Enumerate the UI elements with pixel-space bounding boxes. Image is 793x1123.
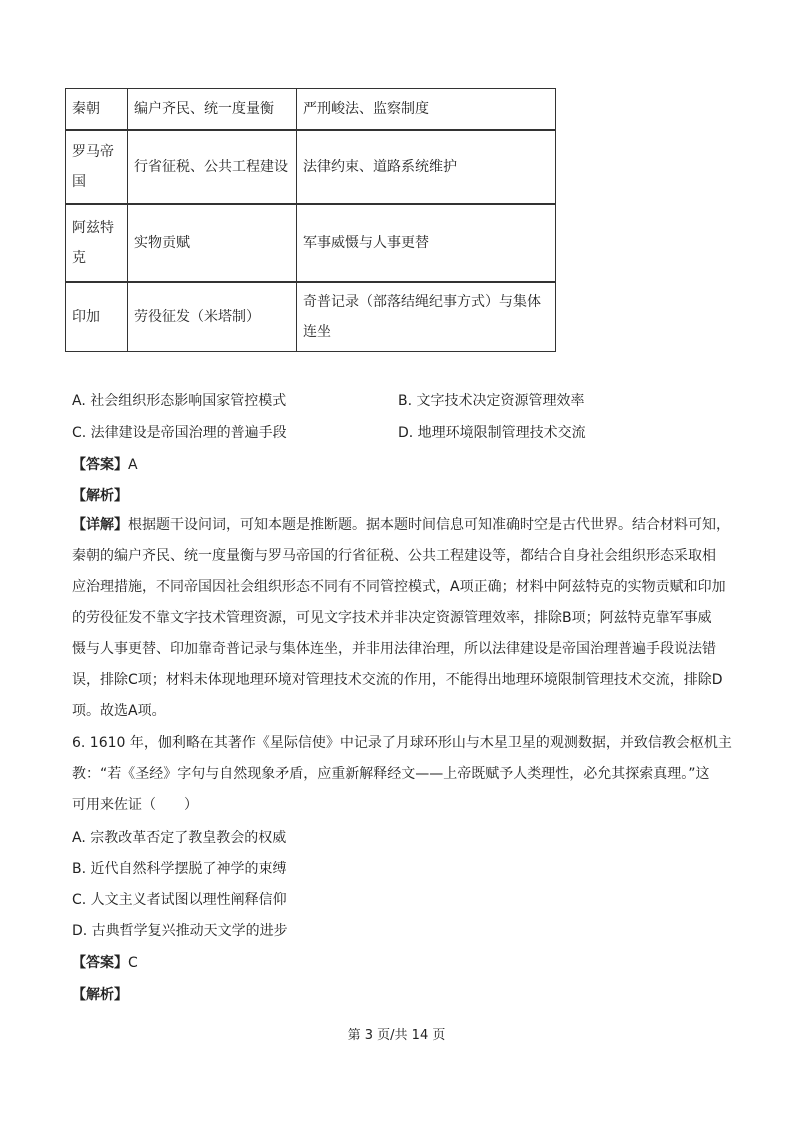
table-cell: 法律约束、道路系统维护	[297, 130, 556, 204]
answer-value: C	[128, 955, 138, 971]
table-row	[66, 89, 556, 131]
table-cell: 严刑峻法、监察制度	[297, 89, 556, 131]
answer-tag: 【答案】	[72, 457, 128, 473]
table-cell	[297, 282, 556, 352]
q5-option-a: A. 社会组织形态影响国家管控模式	[72, 393, 287, 409]
stem-line: 可用来佐证（ ）	[72, 797, 198, 813]
table-row	[66, 204, 556, 282]
detail-line	[72, 510, 730, 541]
cell-line: 奇普记录（部落结绳纪事方式）与集体	[303, 294, 541, 310]
detail-line: 项。故选A项。	[72, 703, 166, 719]
q5-detail	[72, 510, 730, 727]
cell-line: 克	[72, 250, 86, 266]
table-cell: 劳役征发（米塔制）	[128, 282, 297, 352]
q6-stem	[72, 728, 732, 821]
q6-option-a: A. 宗教改革否定了教皇教会的权威	[72, 830, 287, 846]
table-cell: 军事威慑与人事更替	[297, 204, 556, 282]
page-number: 第 3 页/共 14 页	[347, 1028, 446, 1043]
stem-line: 教：“若《圣经》字句与自然现象矛盾，应重新解释经文——上帝既赋予人类理性，必允其探索真理。”这	[72, 766, 710, 782]
q6-analysis-tag: 【解析】	[72, 987, 128, 1003]
table-cell	[66, 130, 128, 204]
q6-option-d: D. 古典哲学复兴推动天文学的进步	[72, 923, 288, 939]
cell-line: 罗马帝	[72, 144, 114, 160]
q5-option-d: D. 地理环境限制管理技术交流	[398, 425, 586, 441]
q6-option-c: C. 人文主义者试图以理性阐释信仰	[72, 892, 287, 908]
table-cell: 印加	[66, 282, 128, 352]
table-cell: 行省征税、公共工程建设	[128, 130, 297, 204]
cell-line: 国	[72, 174, 86, 190]
q6-answer	[72, 952, 138, 972]
q5-option-b: B. 文字技术决定资源管理效率	[398, 393, 585, 409]
detail-line: 慑与人事更替、印加靠奇普记录与集体连坐，并非用法律治理，所以法律建设是帝国治理普遍手段说法错	[72, 641, 716, 657]
q5-answer	[72, 454, 138, 474]
detail-tag: 【详解】	[72, 517, 128, 533]
table-cell: 实物贡赋	[128, 204, 297, 282]
cell-line: 连坐	[303, 324, 331, 340]
detail-line: 应治理措施，不同帝国因社会组织形态不同有不同管控模式，A项正确；材料中阿兹特克的实物贡赋和印加	[72, 579, 726, 595]
answer-tag: 【答案】	[72, 955, 128, 971]
q5-analysis-tag: 【解析】	[72, 488, 128, 504]
table-cell: 编户齐民、统一度量衡	[128, 89, 297, 131]
detail-text: 根据题干设问词，可知本题是推断题。据本题时间信息可知准确时空是古代世界。结合材料可知，	[128, 517, 730, 533]
detail-line: 秦朝的编户齐民、统一度量衡与罗马帝国的行省征税、公共工程建设等，都结合自身社会组织形态采取相	[72, 548, 716, 564]
table-cell	[66, 204, 128, 282]
comparison-table	[65, 88, 556, 352]
answer-value: A	[128, 457, 138, 473]
detail-line: 的劳役征发不靠文字技术管理资源，可见文字技术并非决定资源管理效率，排除B项；阿兹特克靠军事威	[72, 610, 712, 626]
stem-line: 6. 1610 年，伽利略在其著作《星际信使》中记录了月球环形山与木星卫星的观测数据，并致信教会枢机主	[72, 735, 732, 751]
cell-line: 阿兹特	[72, 220, 114, 236]
q6-option-b: B. 近代自然科学摆脱了神学的束缚	[72, 861, 287, 877]
table-cell: 秦朝	[66, 89, 128, 131]
table-row	[66, 282, 556, 352]
q5-option-c: C. 法律建设是帝国治理的普遍手段	[72, 425, 287, 441]
table-row	[66, 130, 556, 204]
detail-line: 误，排除C项；材料未体现地理环境对管理技术交流的作用，不能得出地理环境限制管理技术交流，排除D	[72, 672, 723, 688]
